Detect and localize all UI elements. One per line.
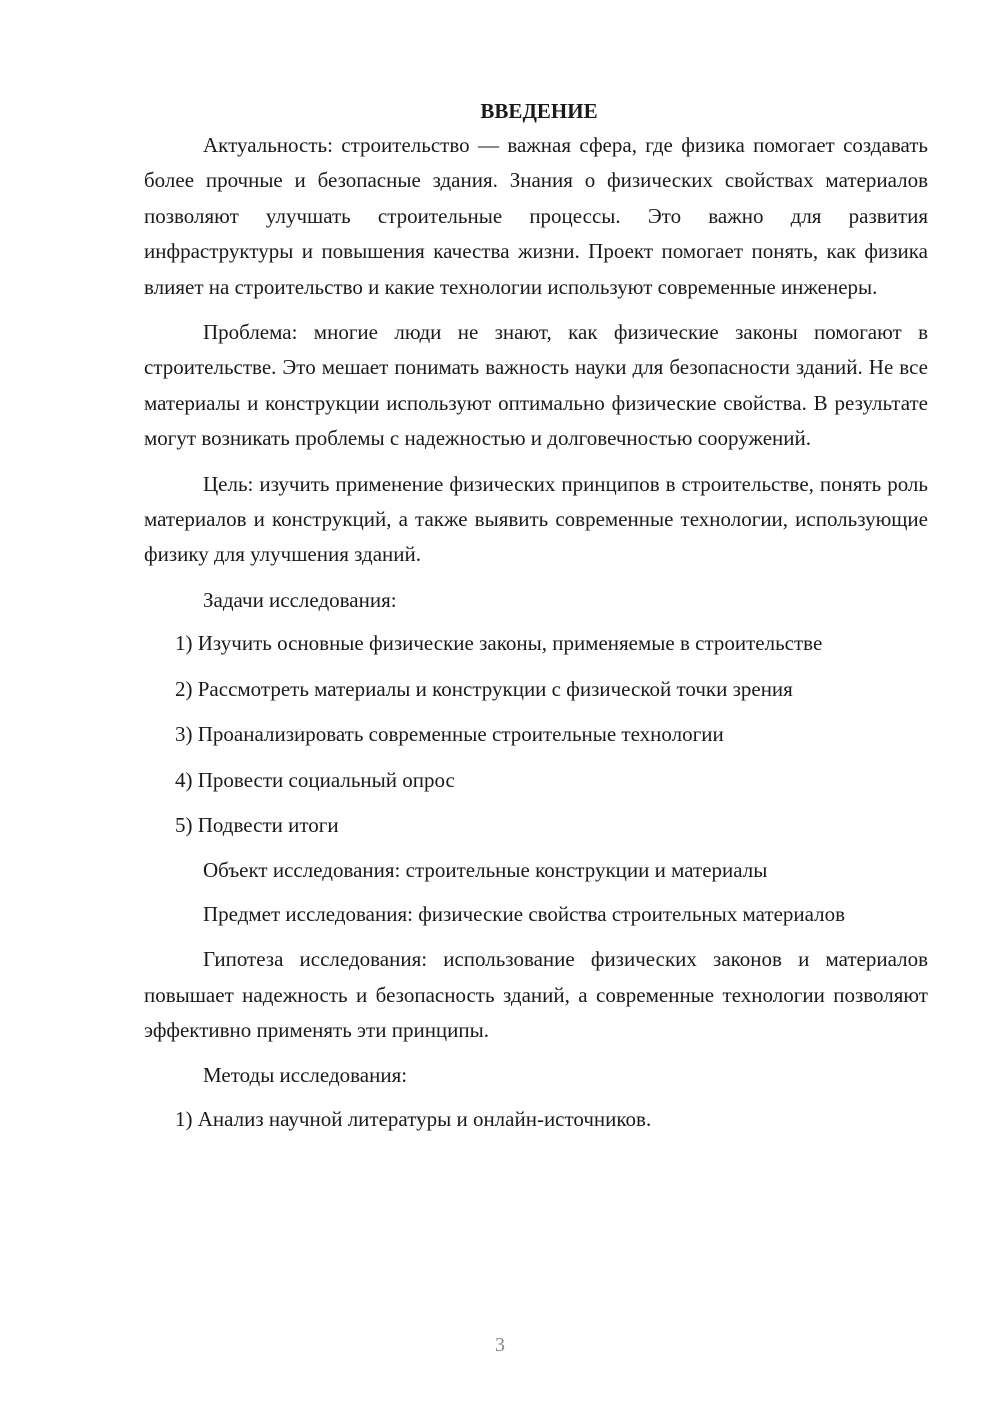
document-page bbox=[144, 94, 928, 1147]
task-item-3: 3) Проанализировать современные строительные технологии bbox=[175, 722, 724, 747]
paragraph-relevance: Актуальность: строительство — важная сфера, где физика помогает создавать более прочные и безопасные здания. Знания о физических свойствах материалов позволяют улучшать строительные процессы. Это важно для развития инфраструктуры и повышения качества жизни. Проект помогает понять, как физика влияет на строительство и какие технологии используют современные инженеры. bbox=[144, 133, 928, 299]
task-item-4: 4) Провести социальный опрос bbox=[175, 767, 455, 792]
tasks-title: Задачи исследования: bbox=[203, 587, 397, 612]
task-item-5: 5) Подвести итоги bbox=[175, 812, 339, 837]
paragraph-object: Объект исследования: строительные конструкции и материалы bbox=[203, 858, 768, 883]
task-item-1: 1) Изучить основные физические законы, применяемые в строительстве bbox=[175, 631, 823, 656]
task-item-2: 2) Рассмотреть материалы и конструкции с физической точки зрения bbox=[175, 676, 793, 701]
methods-title: Методы исследования: bbox=[203, 1063, 408, 1088]
paragraph-subject: Предмет исследования: физические свойства строительных материалов bbox=[203, 901, 846, 926]
paragraph-hypothesis: Гипотеза исследования: использование физических законов и материалов повышает надежность и безопасность зданий, а современные технологии позволяют эффективно применять эти принципы. bbox=[144, 947, 928, 1042]
method-item-1: 1) Анализ научной литературы и онлайн-источников. bbox=[175, 1106, 652, 1131]
section-heading: ВВЕДЕНИЕ bbox=[480, 99, 598, 123]
page-number: 3 bbox=[495, 1334, 505, 1356]
paragraph-goal: Цель: изучить применение физических принципов в строительстве, понять роль материалов и конструкций, а также выявить современные технологии, использующие физику для улучшения зданий. bbox=[144, 471, 928, 567]
paragraph-problem: Проблема: многие люди не знают, как физические законы помогают в строительстве. Это мешает понимать важность науки для безопасности зданий. Не все материалы и конструкции используют оптимально физические свойства. В результате могут возникать проблемы с надежностью и долговечностью сооружений. bbox=[144, 320, 928, 451]
